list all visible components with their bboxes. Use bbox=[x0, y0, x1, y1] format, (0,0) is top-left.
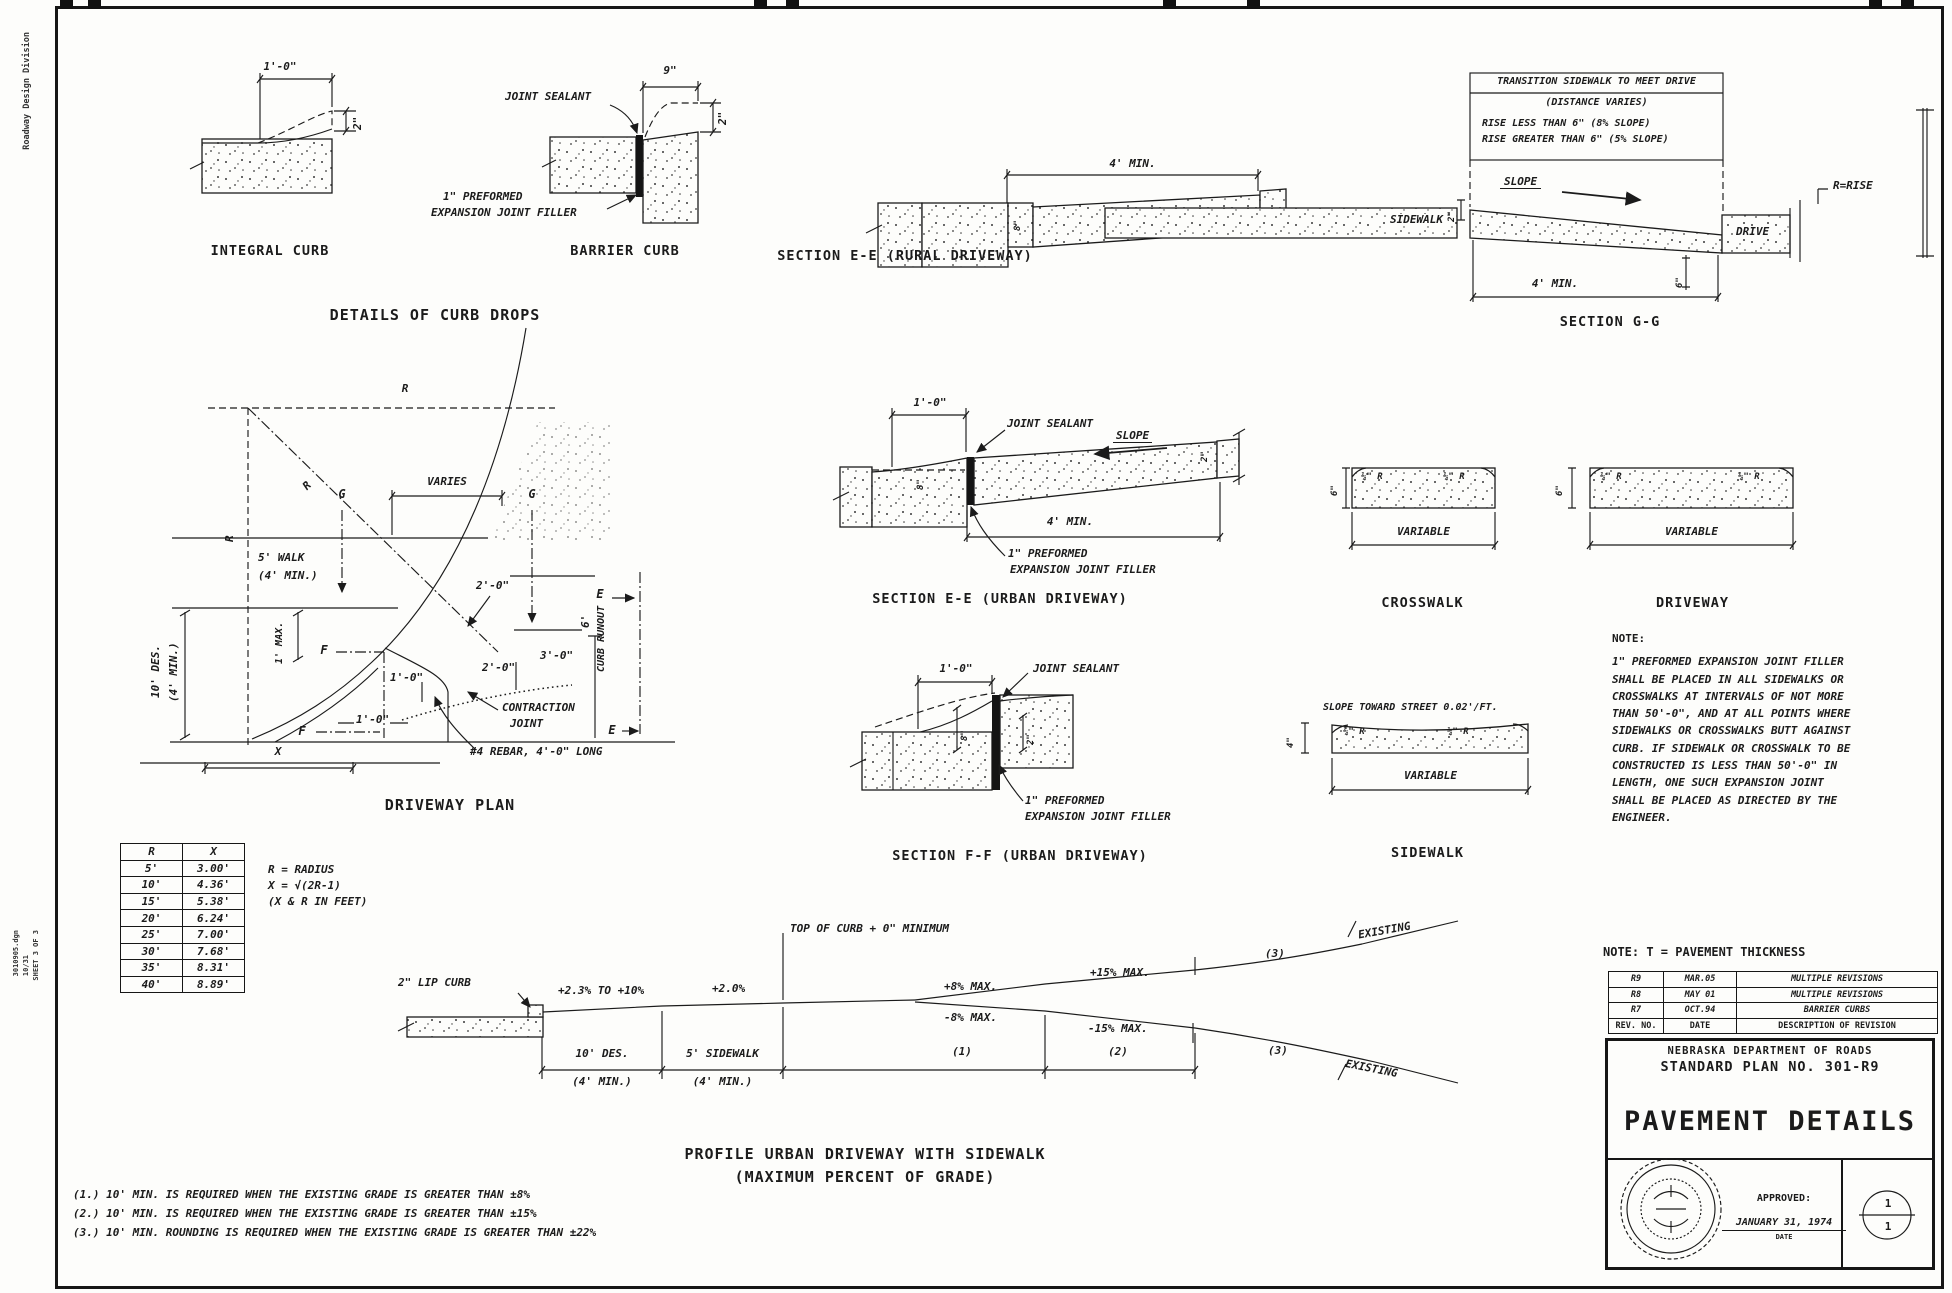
profile-detail bbox=[340, 915, 1460, 1105]
footnote-1: (1.) 10' MIN. IS REQUIRED WHEN THE EXISTING GRADE IS GREATER THAN ±8% bbox=[73, 1188, 530, 1201]
plan-g-marker-right: G bbox=[528, 487, 536, 501]
table-header-row: REV. NO. DATE DESCRIPTION OF REVISION bbox=[1609, 1018, 1938, 1034]
sw-variable-dim: VARIABLE bbox=[1404, 769, 1457, 782]
integral-curb-detail bbox=[150, 55, 390, 270]
uee-1-0-dim: 1'-0" bbox=[913, 396, 947, 409]
cw-radius-left: ¼" R bbox=[1361, 472, 1383, 482]
plan-walk-label-1: 5' WALK bbox=[258, 551, 305, 564]
uee-slope-label: SLOPE bbox=[1113, 430, 1152, 443]
note-line: LENGTH, ONE SUCH EXPANSION JOINT bbox=[1612, 776, 1824, 790]
gg-r-rise-label: R=RISE bbox=[1833, 179, 1873, 192]
table-row: 10' 4.36' bbox=[121, 877, 245, 894]
integral-curb-title: INTEGRAL CURB bbox=[210, 243, 330, 259]
crosswalk-title: CROSSWALK bbox=[1381, 595, 1464, 611]
table-row: 20' 6.24' bbox=[121, 910, 245, 927]
plan-2-0-dim-upper: 2'-0" bbox=[476, 579, 510, 592]
gg-slope-label: SLOPE bbox=[1500, 176, 1541, 189]
uee-4min-dim: 4' MIN. bbox=[1046, 515, 1094, 528]
plan-r-top-label: R bbox=[401, 382, 409, 395]
plan-6ft-dim: 6' bbox=[579, 614, 592, 628]
title-block bbox=[1605, 1038, 1935, 1270]
revision-table bbox=[1608, 971, 1938, 1034]
plan-f-marker-top: F bbox=[320, 643, 328, 657]
integral-curb-drawing bbox=[150, 55, 390, 270]
section-ff-urban-drawing bbox=[845, 655, 1275, 880]
driveway-plan-detail bbox=[140, 330, 720, 830]
plan-e-marker-bottom: E bbox=[608, 723, 616, 737]
dw-6in-dim: 6" bbox=[1555, 485, 1565, 496]
plan-e-marker-top: E bbox=[596, 587, 604, 601]
rx-header-x: X bbox=[183, 844, 245, 861]
edge-division-text: Roadway Design Division bbox=[22, 32, 32, 150]
plan-varies-dim: VARIES bbox=[427, 475, 467, 488]
barrier-height-dim: 2" bbox=[716, 111, 729, 125]
plan-1-0-dim-upper: 1'-0" bbox=[390, 671, 424, 684]
uff-1-0-dim: 1'-0" bbox=[939, 662, 973, 675]
footnote-2: (2.) 10' MIN. IS REQUIRED WHEN THE EXISTING GRADE IS GREATER THAN ±15% bbox=[73, 1207, 537, 1220]
profile-minus15-label: -15% MAX. bbox=[1088, 1022, 1148, 1035]
sidewalk-drawing bbox=[1285, 700, 1540, 865]
plan-10des-min-label: (4' MIN.) bbox=[167, 642, 180, 702]
uee-filler-label-2: EXPANSION JOINT FILLER bbox=[1010, 563, 1156, 576]
gg-rise-note-2: RISE GREATER THAN 6" (5% SLOPE) bbox=[1482, 134, 1669, 145]
plan-g-marker-left: G bbox=[338, 487, 346, 501]
profile-dim-sidewalk-min: (4' MIN.) bbox=[692, 1075, 753, 1088]
section-gg-drawing bbox=[1100, 50, 1945, 340]
plan-r-left-label: R bbox=[223, 535, 236, 542]
edge-plot-text: 10/31 bbox=[22, 955, 30, 977]
profile-grade-2: +2.0% bbox=[712, 982, 746, 995]
uff-filler-label-2: EXPANSION JOINT FILLER bbox=[1025, 810, 1171, 823]
fold-mark bbox=[1247, 0, 1260, 9]
sw-radius-left: ¼" R bbox=[1343, 727, 1365, 737]
section-gg-detail bbox=[1100, 50, 1945, 340]
note-line: SHALL BE PLACED IN ALL SIDEWALKS OR bbox=[1612, 672, 1844, 686]
profile-grade-1: +2.3% TO +10% bbox=[558, 984, 645, 997]
plan-curb-runout-label: CURB RUNOUT bbox=[596, 605, 607, 672]
rx-legend-2: X = √(2R-1) bbox=[268, 879, 341, 892]
gg-transition-note-2: (DISTANCE VARIES) bbox=[1545, 97, 1648, 108]
uee-joint-sealant-label: JOINT SEALANT bbox=[1007, 417, 1094, 430]
sidewalk-detail bbox=[1285, 700, 1540, 865]
date-label: DATE bbox=[1775, 1233, 1793, 1241]
rx-legend-1: R = RADIUS bbox=[268, 863, 335, 876]
fold-mark bbox=[88, 0, 101, 9]
profile-title-line-1: PROFILE URBAN DRIVEWAY WITH SIDEWALK bbox=[684, 1145, 1046, 1163]
rx-header-r: R bbox=[121, 844, 183, 861]
table-row: R7 OCT.94 BARRIER CURBS bbox=[1609, 1003, 1938, 1019]
fold-mark bbox=[754, 0, 767, 9]
section-ff-urban-detail bbox=[845, 655, 1275, 880]
gg-6in-dim: 6" bbox=[1675, 277, 1685, 288]
barrier-filler-label-2: EXPANSION JOINT FILLER bbox=[431, 206, 577, 219]
note-line: THAN 50'-0", AND AT ALL POINTS WHERE bbox=[1612, 707, 1851, 721]
uff-filler-label-1: 1" PREFORMED bbox=[1025, 794, 1105, 807]
driveway-plan-drawing bbox=[140, 330, 720, 830]
cw-6in-dim: 6" bbox=[1330, 485, 1340, 496]
plan-x-dim: X bbox=[274, 745, 282, 758]
note-line: SIDEWALKS OR CROSSWALKS BUTT AGAINST bbox=[1612, 724, 1851, 738]
section-gg-title: SECTION G-G bbox=[1559, 314, 1661, 330]
profile-title-line-2: (MAXIMUM PERCENT OF GRADE) bbox=[734, 1168, 996, 1186]
note-line: CURB. IF SIDEWALK OR CROSSWALK TO BE bbox=[1612, 741, 1851, 755]
fold-mark bbox=[786, 0, 799, 9]
footnote-3: (3.) 10' MIN. ROUNDING IS REQUIRED WHEN THE EXISTING GRADE IS GREATER THAN ±22% bbox=[73, 1226, 597, 1239]
note-line: CROSSWALKS AT INTERVALS OF NOT MORE bbox=[1612, 689, 1844, 703]
footnotes bbox=[73, 1185, 596, 1242]
table-row: 35' 8.31' bbox=[121, 960, 245, 977]
profile-dim-10des: 10' DES. bbox=[575, 1047, 629, 1060]
note-line: ENGINEER. bbox=[1612, 810, 1672, 824]
dw-radius-left: ¼" R bbox=[1600, 472, 1622, 482]
integral-height-dim: 2" bbox=[351, 116, 364, 130]
gg-2in-dim: 2" bbox=[1447, 211, 1457, 222]
dw-variable-dim: VARIABLE bbox=[1665, 525, 1718, 538]
uee-filler-label-1: 1" PREFORMED bbox=[1008, 547, 1088, 560]
table-row: 25' 7.00' bbox=[121, 926, 245, 943]
table-row: 40' 8.89' bbox=[121, 976, 245, 993]
sw-radius-right: ¼" R bbox=[1447, 727, 1469, 737]
sheet-number-top: 1 bbox=[1884, 1197, 1892, 1210]
plan-10des-label: 10' DES. bbox=[149, 645, 162, 698]
section-ff-urban-title: SECTION F-F (URBAN DRIVEWAY) bbox=[892, 848, 1148, 864]
plan-2-0-dim-lower: 2'-0" bbox=[482, 661, 516, 674]
profile-dim-sidewalk: 5' SIDEWALK bbox=[686, 1047, 759, 1060]
radius-table bbox=[120, 843, 245, 993]
cw-radius-right: ¼" R bbox=[1443, 472, 1465, 482]
barrier-curb-detail bbox=[395, 45, 729, 280]
plan-1max-dim: 1' MAX. bbox=[274, 621, 285, 664]
uee-8in-dim: 8" bbox=[916, 479, 926, 490]
table-row: 15' 5.38' bbox=[121, 893, 245, 910]
integral-width-dim: 1'-0" bbox=[263, 60, 297, 73]
fold-mark bbox=[1163, 0, 1176, 9]
approved-date: JANUARY 31, 1974 bbox=[1722, 1217, 1846, 1231]
table-row: R8 MAY 01 MULTIPLE REVISIONS bbox=[1609, 987, 1938, 1003]
profile-existing-bottom: EXISTING bbox=[1344, 1057, 1399, 1080]
uff-2in-dim: 2" bbox=[1026, 734, 1036, 745]
plan-contraction-label-1: CONTRACTION bbox=[502, 701, 575, 714]
sheet-main-title: PAVEMENT DETAILS bbox=[1623, 1106, 1917, 1137]
profile-region-2: (2) bbox=[1108, 1045, 1128, 1058]
uee-2in-dim: 2" bbox=[1200, 451, 1210, 462]
profile-existing-top: EXISTING bbox=[1357, 919, 1412, 942]
profile-plus15-label: +15% MAX. bbox=[1090, 966, 1150, 979]
profile-dim-10des-min: (4' MIN.) bbox=[572, 1075, 632, 1088]
crosswalk-detail bbox=[1330, 460, 1510, 620]
edge-file-text: 3010905.dgn bbox=[12, 930, 20, 977]
plan-r-diag-label: R bbox=[299, 478, 314, 493]
plan-contraction-label-2: JOINT bbox=[510, 717, 544, 730]
note-line: 1" PREFORMED EXPANSION JOINT FILLER bbox=[1612, 655, 1844, 669]
driveway-det-detail bbox=[1550, 460, 1800, 620]
note-line: SHALL BE PLACED AS DIRECTED BY THE bbox=[1612, 793, 1838, 807]
plan-walk-label-2: (4' MIN.) bbox=[258, 569, 318, 582]
table-row: 5' 3.00' bbox=[121, 860, 245, 877]
sw-slope-note: SLOPE TOWARD STREET 0.02'/FT. bbox=[1323, 702, 1498, 713]
gg-4min-dim: 4' MIN. bbox=[1531, 277, 1579, 290]
curb-drops-title: DETAILS OF CURB DROPS bbox=[329, 306, 541, 324]
profile-region-1: (1) bbox=[952, 1045, 972, 1058]
gg-transition-note-1: TRANSITION SIDEWALK TO MEET DRIVE bbox=[1497, 76, 1696, 87]
section-ee-urban-detail bbox=[835, 390, 1285, 620]
rx-legend-3: (X & R IN FEET) bbox=[268, 895, 368, 908]
profile-drawing bbox=[340, 915, 1460, 1105]
cw-variable-dim: VARIABLE bbox=[1397, 525, 1450, 538]
plan-3-0-dim: 3'-0" bbox=[540, 649, 574, 662]
barrier-filler-label-1: 1" PREFORMED bbox=[443, 190, 523, 203]
driveway-det-title: DRIVEWAY bbox=[1655, 595, 1730, 611]
plan-f-marker-bottom: F bbox=[298, 724, 306, 738]
sheet-number-bottom: 1 bbox=[1884, 1220, 1892, 1233]
gg-rise-note-1: RISE LESS THAN 6" (8% SLOPE) bbox=[1482, 118, 1651, 129]
profile-region-3-bottom: (3) bbox=[1268, 1044, 1288, 1057]
agency-name: NEBRASKA DEPARTMENT OF ROADS bbox=[1667, 1045, 1873, 1057]
pavement-thickness-note: NOTE: T = PAVEMENT THICKNESS bbox=[1603, 945, 1806, 959]
profile-region-3-top: (3) bbox=[1265, 947, 1285, 960]
driveway-plan-title: DRIVEWAY PLAN bbox=[384, 796, 516, 814]
uff-joint-sealant-label: JOINT SEALANT bbox=[1033, 662, 1120, 675]
barrier-width-dim: 9" bbox=[663, 64, 677, 77]
plan-rebar-label: #4 REBAR, 4'-0" LONG bbox=[470, 745, 603, 758]
profile-minus8-label: -8% MAX. bbox=[944, 1011, 997, 1024]
profile-plus8-label: +8% MAX. bbox=[944, 980, 997, 993]
plan-1-0-dim-lower: 1'-0" bbox=[356, 713, 390, 726]
note-heading: NOTE: bbox=[1612, 632, 1646, 645]
fold-mark bbox=[1901, 0, 1914, 9]
gg-sidewalk-label: SIDEWALK bbox=[1390, 213, 1443, 226]
table-row: 30' 7.68' bbox=[121, 943, 245, 960]
fold-mark bbox=[60, 0, 73, 9]
table-row: R9 MAR.05 MULTIPLE REVISIONS bbox=[1609, 972, 1938, 988]
approved-label: APPROVED: bbox=[1756, 1193, 1812, 1204]
barrier-joint-sealant-label: JOINT SEALANT bbox=[505, 90, 592, 103]
rural-4min-dim: 4' MIN. bbox=[1109, 157, 1156, 170]
sidewalk-title: SIDEWALK bbox=[1390, 845, 1465, 861]
gg-drive-label: DRIVE bbox=[1736, 225, 1770, 238]
edge-sheet-text: SHEET 3 OF 3 bbox=[32, 930, 40, 981]
nebraska-seal bbox=[1616, 1153, 1726, 1265]
note-line: CONSTRUCTED IS LESS THAN 50'-0" IN bbox=[1612, 759, 1838, 773]
profile-top-of-curb-note: TOP OF CURB + 0" MINIMUM bbox=[790, 922, 949, 935]
dw-radius-right: ¼" R bbox=[1738, 472, 1760, 482]
uff-8in-dim: 8" bbox=[960, 730, 970, 741]
general-note bbox=[1612, 630, 1912, 826]
sw-4in-dim: 4" bbox=[1286, 737, 1296, 748]
plan-number: STANDARD PLAN NO. 301-R9 bbox=[1660, 1059, 1880, 1075]
barrier-curb-title: BARRIER CURB bbox=[570, 243, 680, 259]
title-block-vdivider bbox=[1841, 1158, 1843, 1267]
section-ee-urban-title: SECTION E-E (URBAN DRIVEWAY) bbox=[872, 591, 1128, 607]
fold-mark bbox=[1869, 0, 1882, 9]
profile-lip-curb-label: 2" LIP CURB bbox=[398, 976, 471, 989]
rural-8in-dim: 8" bbox=[1013, 220, 1023, 231]
section-ee-rural-title: SECTION E-E (RURAL DRIVEWAY) bbox=[777, 248, 1033, 264]
